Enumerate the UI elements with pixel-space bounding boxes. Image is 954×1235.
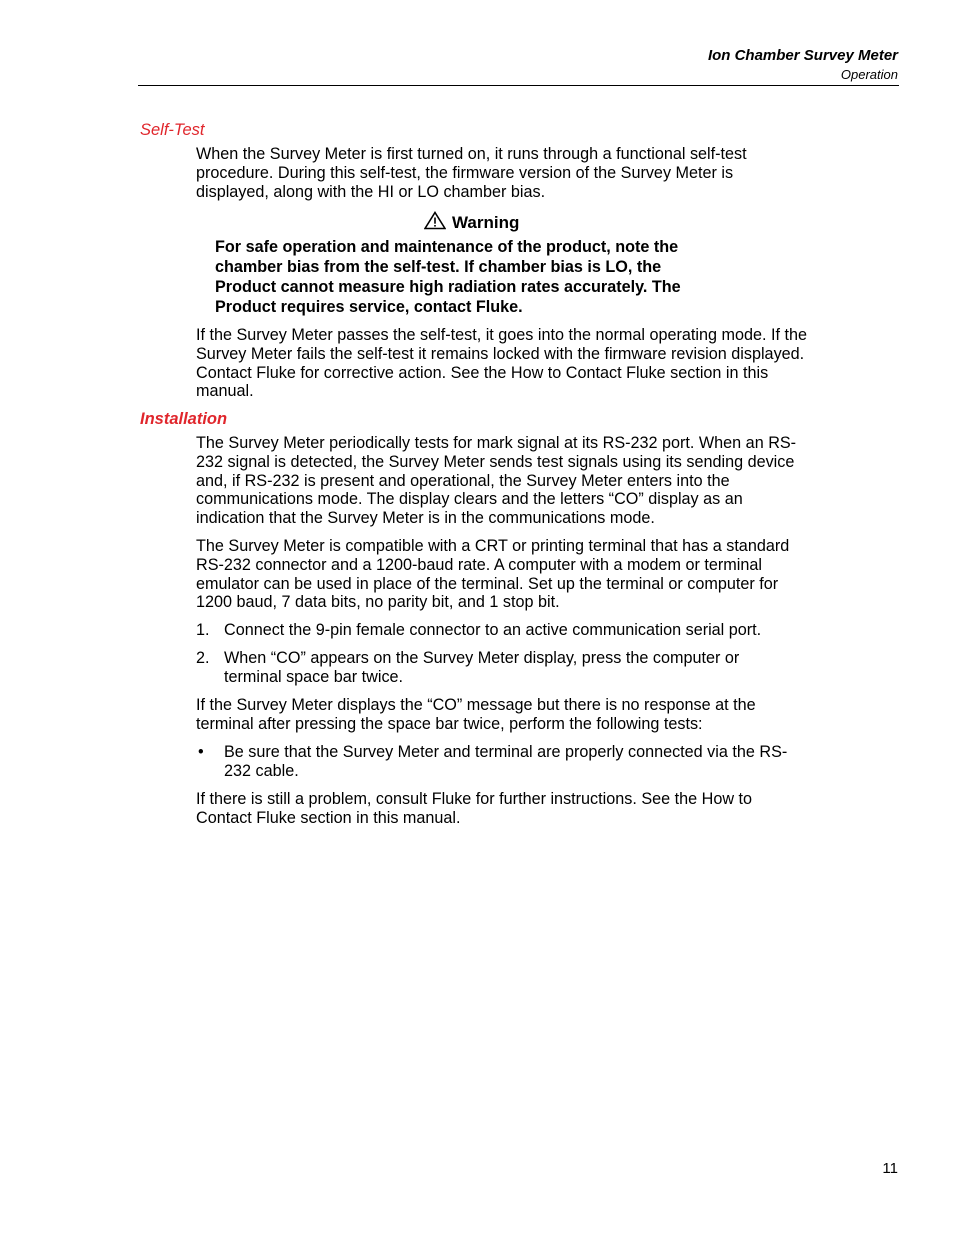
installation-para-4: If there is still a problem, consult Fluke for further instructions. See the How to Contact Fluke section in this manual. — [196, 790, 753, 827]
page-number: 11 — [882, 1160, 898, 1177]
self-test-heading: Self-Test — [140, 121, 205, 139]
list-item-text: Connect the 9-pin female connector to an active communication serial port. — [224, 621, 762, 639]
self-test-after: If the Survey Meter passes the self-test, it goes into the normal operating mode. If the Survey Meter fails the self-test it remains locked with the firmware revision displayed. Contact Fluke for corrective action. See the How to Contact Fluke section in this manual. — [196, 326, 807, 401]
installation-heading: Installation — [140, 410, 228, 428]
header-rule — [138, 85, 899, 86]
installation-para-3: If the Survey Meter displays the “CO” message but there is no response at the terminal after pressing the space bar twice, perform the following tests: — [196, 696, 756, 733]
list-item — [196, 649, 811, 687]
self-test-intro: When the Survey Meter is first turned on, it runs through a functional self-test procedure. During this self-test, the firmware version of the Survey Meter is displayed, along with the HI or LO chamber bias. — [196, 145, 747, 201]
list-item-text: When “CO” appears on the Survey Meter display, press the computer or terminal space bar twice. — [224, 649, 740, 686]
installation-para-2: The Survey Meter is compatible with a CRT or printing terminal that has a standard RS-232 connector and a 1200-baud rate. A computer with a modem or terminal emulator can be used in place of the terminal. Set up the terminal or computer for 1200 baud, 7 data bits, no parity bit, and 1 stop bit. — [196, 537, 790, 612]
list-marker: 2. — [196, 649, 210, 667]
warning-body: For safe operation and maintenance of the product, note the chamber bias from the self-test. If chamber bias is LO, the Product cannot measure high radiation rates accurately. The Product requires service, contact Fluke. — [215, 238, 681, 316]
warning-title — [424, 211, 519, 235]
bullet-marker: • — [198, 743, 204, 761]
header-subtitle: Operation — [840, 67, 898, 82]
list-item — [196, 621, 811, 640]
warning-title-text: Warning — [452, 213, 520, 232]
header-title: Ion Chamber Survey Meter — [707, 47, 898, 64]
list-marker: 1. — [196, 621, 210, 639]
list-item — [196, 743, 811, 781]
list-item-text: Be sure that the Survey Meter and terminal are properly connected via the RS-232 cable. — [224, 743, 788, 780]
installation-para-1: The Survey Meter periodically tests for mark signal at its RS-232 port. When an RS-232 signal is detected, the Survey Meter sends test signals using its sending device and, if RS-232 is present and operational, the Survey Meter enters into the communications mode. The display clears and the letters “CO” display as an indication that the Survey Meter is in the communications mode. — [196, 434, 797, 528]
warning-triangle-icon — [424, 211, 446, 235]
